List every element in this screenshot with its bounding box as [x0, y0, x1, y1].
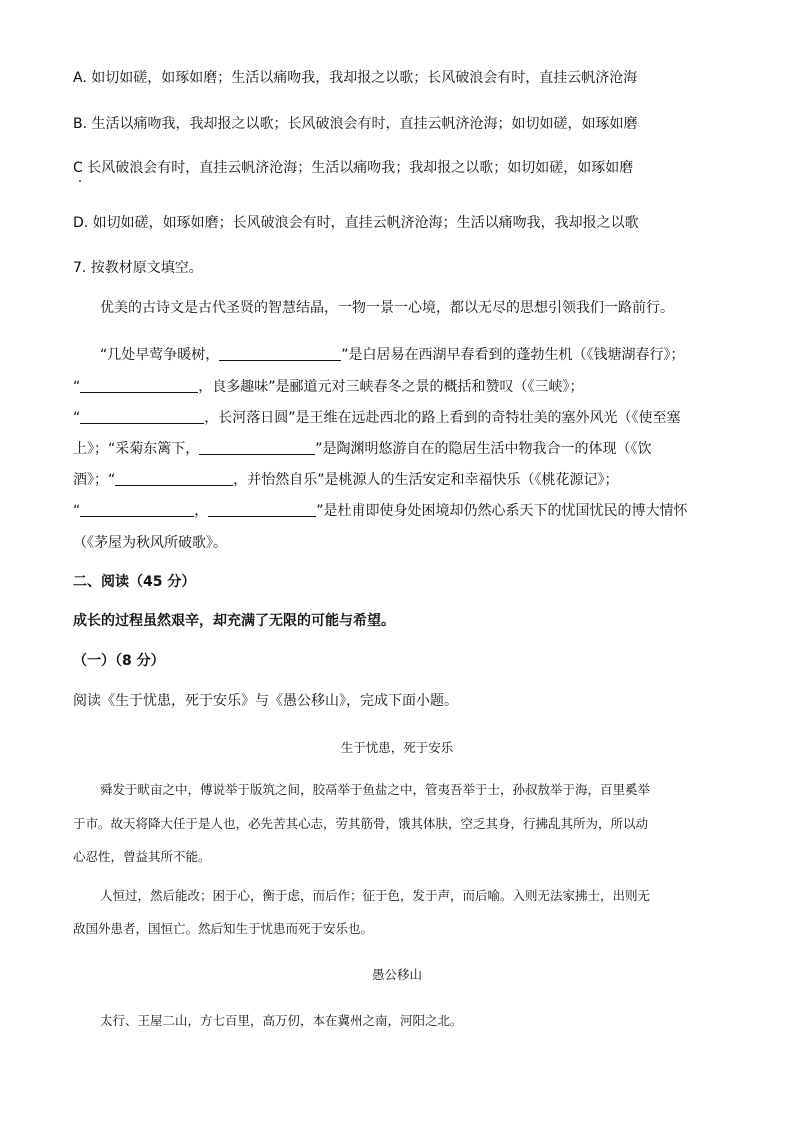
fill-line-5-prefix: 酒》；“	[73, 472, 116, 488]
fill-line-2-suffix: ，良多趣味”是郦道元对三峡春冬之景的概括和赞叹（《三峡》；	[198, 379, 584, 395]
option-a: A. 如切如磋，如琢如磨；生活以痛吻我，我却报之以歌；长风破浪会有时，直挂云帆济沧海	[73, 70, 638, 86]
fill-line-1-suffix: ”是白居易在西湖早春看到的蓬勃生机（《钱塘湖春行》；	[341, 347, 685, 363]
option-c: C 长风破浪会有时，直挂云帆济沧海；生活以痛吻我；我却报之以歌；如切如磋，如琢如磨	[73, 160, 634, 176]
fill-line-4-prefix: 上》；“采菊东篱下，	[73, 441, 200, 457]
fill-line-3-suffix: ，长河落日圆”是王维在远赴西北的路上看到的奇特壮美的塞外风光（《使至塞	[204, 410, 681, 426]
fill-line-5-suffix: ，并怡然自乐”是桃源人的生活安定和幸福快乐（《桃花源记》；	[233, 472, 619, 488]
option-d: D. 如切如磋，如琢如磨；长风破浪会有时，直挂云帆济沧海；生活以痛吻我，我却报之以歌	[73, 215, 639, 231]
fill-line-2	[73, 378, 584, 396]
text1-p2-line2: 敌国外患者，国恒亡。然后知生于忧患而死于安乐也。	[73, 921, 374, 936]
answer-blank[interactable]	[208, 502, 316, 517]
text2-title: 愚公移山	[371, 967, 422, 982]
section-theme: 成长的过程虽然艰辛，却充满了无限的可能与希望。	[73, 613, 395, 629]
quote-open: “	[73, 503, 81, 519]
text1-p1-line3: 心忍性，曾益其所不能。	[73, 849, 211, 864]
fill-line-1-prefix: “几处早莺争暖树，	[100, 347, 220, 363]
text1-p1-line2: 于市。故天将降大任于是人也，必先苦其心志，劳其筋骨，饿其体肤，空乏其身，行拂乱其所为，所以动	[73, 816, 649, 831]
fill-line-4-suffix: ”是陶渊明悠游自在的隐居生活中物我合一的体现（《饮	[315, 441, 652, 457]
quote-open: “	[73, 410, 81, 426]
text1-p2-line1: 人恒过，然后能改；困于心，衡于虑，而后作；征于色，发于声，而后喻。入则无法家拂士，出则无	[100, 888, 651, 903]
answer-blank[interactable]	[115, 471, 233, 486]
answer-blank[interactable]	[80, 378, 198, 393]
answer-blank[interactable]	[199, 440, 315, 455]
fill-line-1	[100, 346, 685, 364]
fill-line-6-suffix: ”是杜甫即使身处困境却仍然心系天下的忧国忧民的博大情怀	[316, 503, 688, 519]
fill-line-3	[73, 409, 681, 427]
fill-line-7: （《茅屋为秋风所破歌》。	[73, 535, 227, 551]
question-7-intro: 优美的古诗文是古代圣贤的智慧结晶，一物一景一心境，都以无尽的思想引领我们一路前行。	[100, 300, 674, 316]
question-7-title: 7. 按教材原文填空。	[73, 260, 203, 276]
answer-blank[interactable]	[80, 409, 204, 424]
section-heading: 二、阅读（45 分）	[73, 574, 196, 590]
text2-p1: 太行、王屋二山，方七百里，高万仞，本在冀州之南，河阳之北。	[100, 1013, 463, 1028]
fill-line-5	[73, 471, 619, 489]
comma: ，	[194, 503, 209, 519]
text1-p1-line1: 舜发于畎亩之中，傅说举于版筑之间，胶鬲举于鱼盐之中，管夷吾举于士，孙叔敖举于海，百里奚举	[100, 782, 651, 797]
subsection-heading: （一）（8 分）	[73, 653, 165, 669]
reading-instruction: 阅读《生于忧患，死于安乐》与《愚公移山》，完成下面小题。	[73, 693, 458, 709]
answer-blank[interactable]	[219, 346, 341, 361]
option-b: B. 生活以痛吻我，我却报之以歌；长风破浪会有时，直挂云帆济沧海；如切如磋，如琢如磨	[73, 116, 638, 132]
stray-dot	[79, 180, 81, 182]
fill-line-4	[73, 440, 652, 458]
text1-title: 生于忧患，死于安乐	[340, 740, 454, 755]
answer-blank[interactable]	[80, 502, 194, 517]
quote-open: “	[73, 379, 81, 395]
fill-line-6	[73, 502, 688, 520]
